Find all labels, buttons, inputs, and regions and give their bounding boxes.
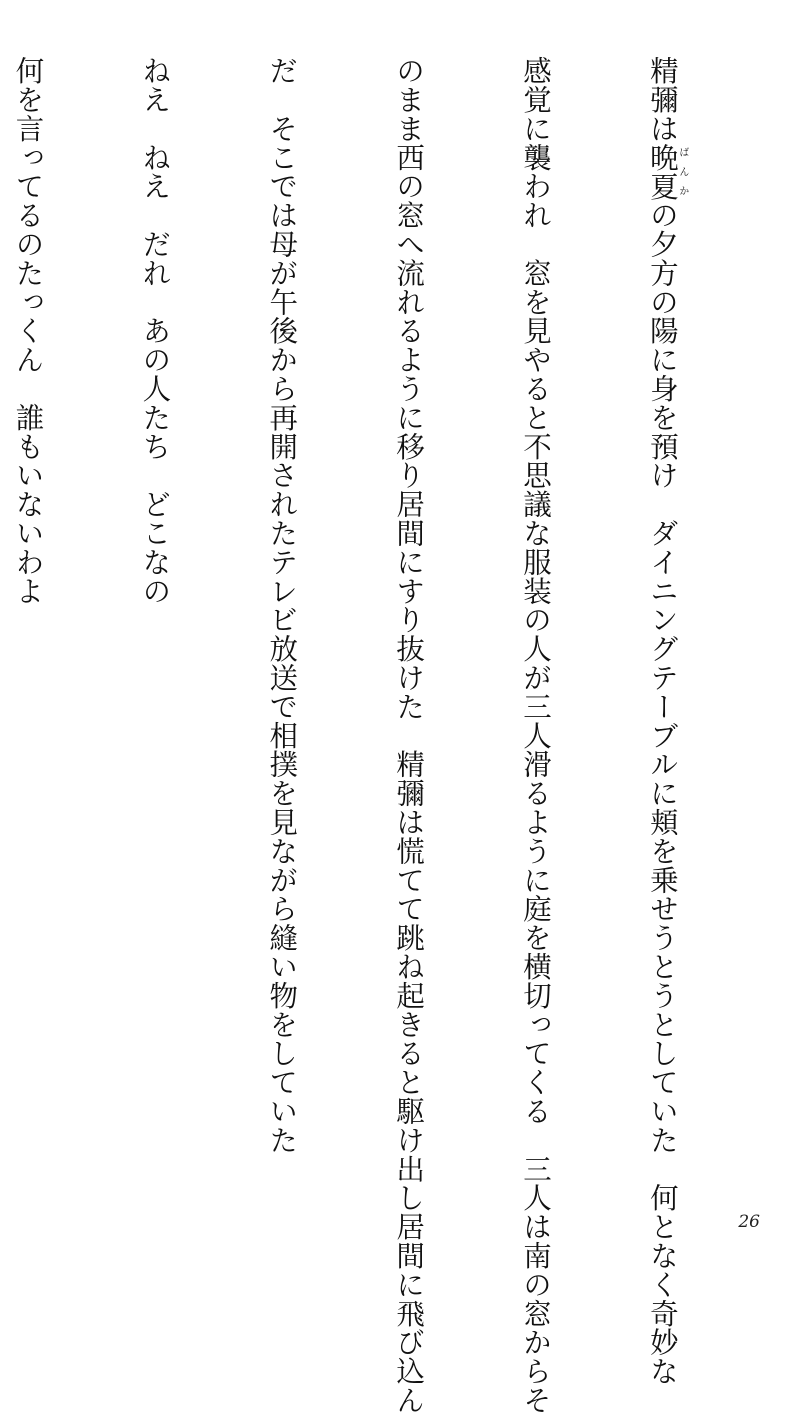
- text-line: 何を言ってるのたっくん 誰もいないわよ: [11, 56, 45, 606]
- text-line: [641, 56, 688, 1386]
- text-line: のまま西の窓へ流れるように移り居間にすり抜けた 精彌は慌てて跳ね起きると駆け出し居間に飛び込ん: [392, 56, 426, 1414]
- text-line: 感覚に襲われ 窓を見やると不思議な服装の人が三人滑るように庭を横切ってくる 三人は南の窓からそ: [519, 56, 553, 1414]
- ruby-annotation: [645, 142, 688, 201]
- text-line-segment: 精彌は: [645, 56, 679, 143]
- ruby-base: 晩夏: [645, 142, 679, 201]
- page-number: 26: [738, 1212, 760, 1232]
- text-line: だ そこでは母が午後から再開されたテレビ放送で相撲を見ながら縫い物をしていた: [265, 56, 299, 1155]
- ruby-reading: ばんか: [676, 142, 688, 201]
- text-line: ねえ ねえ だれ あの人たち どこなの: [138, 56, 172, 606]
- text-line-segment: の夕方の陽に身を預け ダイニングテーブルに頬を乗せうとうとしていた 何となく奇妙な: [645, 200, 679, 1386]
